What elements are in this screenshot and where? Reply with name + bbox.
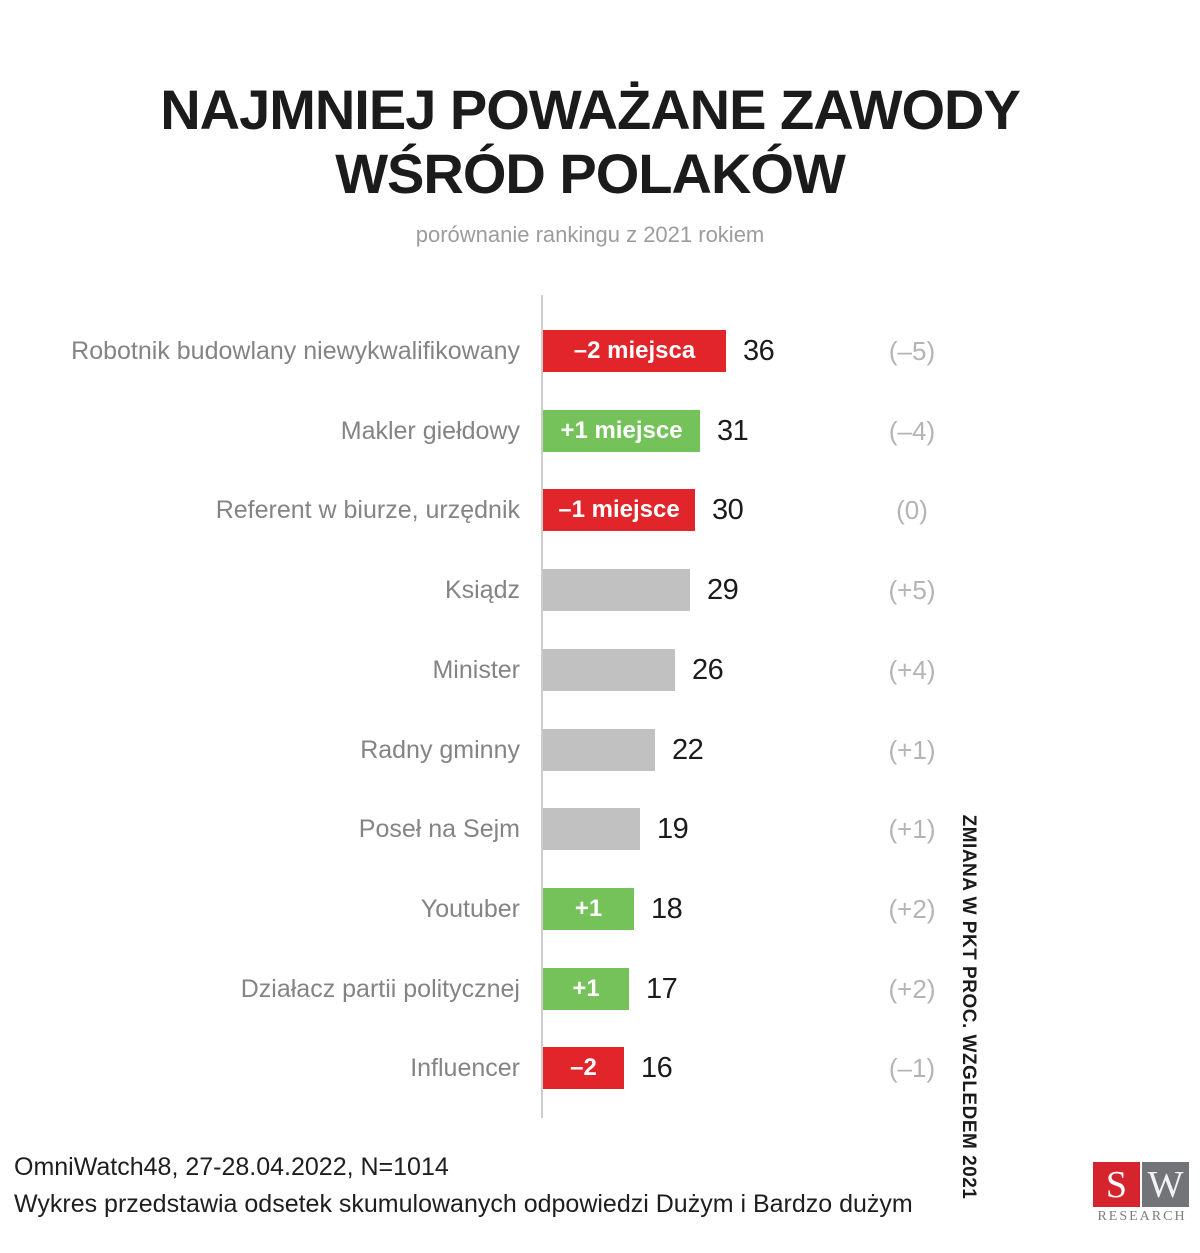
chart-row xyxy=(0,808,1200,850)
category-label: Ksiądz xyxy=(444,576,520,604)
bar-segment xyxy=(543,1047,624,1089)
points-change-label: (–1) xyxy=(888,1053,936,1083)
logo-square-s: S xyxy=(1093,1162,1140,1207)
bar-rank-change-label: –2 xyxy=(570,1054,597,1081)
chart-title xyxy=(0,78,1180,206)
category-label: Minister xyxy=(432,656,520,684)
points-change-label: (+5) xyxy=(888,575,936,605)
category-label: Robotnik budowlany niewykwalifikowany xyxy=(71,337,520,365)
chart-title-line-2: WŚRÓD POLAKÓW xyxy=(335,142,845,205)
value-label: 30 xyxy=(712,494,744,526)
category-label: Makler giełdowy xyxy=(340,417,520,445)
chart-row xyxy=(0,888,1200,930)
value-label: 16 xyxy=(641,1052,673,1084)
points-change-label: (–4) xyxy=(888,416,936,446)
chart-row xyxy=(0,410,1200,452)
bar-segment xyxy=(543,729,655,771)
value-label: 31 xyxy=(717,415,749,447)
logo-squares xyxy=(1093,1162,1191,1207)
points-change-label: (–5) xyxy=(888,336,936,366)
category-label: Poseł na Sejm xyxy=(358,815,520,843)
bar-rank-change-label: +1 xyxy=(572,975,600,1002)
bar-rank-change-label: +1 xyxy=(574,895,603,922)
bar-segment xyxy=(543,410,700,452)
points-change-label: (+2) xyxy=(888,894,936,924)
chart-row xyxy=(0,330,1200,372)
category-label: Influencer xyxy=(410,1054,520,1082)
points-change-label: (+1) xyxy=(888,735,936,765)
value-label: 36 xyxy=(743,335,775,367)
value-label: 18 xyxy=(651,893,683,925)
category-label: Referent w biurze, urzędnik xyxy=(215,496,520,524)
value-label: 22 xyxy=(672,734,704,766)
points-change-label: (+1) xyxy=(888,814,936,844)
chart-row xyxy=(0,729,1200,771)
points-change-label: (0) xyxy=(896,495,928,525)
category-label: Radny gminny xyxy=(360,736,520,764)
value-label: 29 xyxy=(707,574,739,606)
bar-segment xyxy=(543,569,690,611)
right-axis-label: ZMIANA W PKT PROC. WZGLEDEM 2021 xyxy=(958,814,979,1200)
chart-row xyxy=(0,649,1200,691)
chart-row xyxy=(0,1047,1200,1089)
bar-rank-change-label: +1 miejsce xyxy=(560,417,683,444)
chart-subtitle: porównanie rankingu z 2021 rokiem xyxy=(415,222,765,247)
points-change-label: (+2) xyxy=(888,974,936,1004)
chart-row xyxy=(0,569,1200,611)
logo-square-w: W xyxy=(1142,1162,1189,1207)
chart-row xyxy=(0,489,1200,531)
bar-segment xyxy=(543,489,695,531)
value-label: 17 xyxy=(646,973,678,1005)
value-label: 26 xyxy=(692,654,724,686)
logo-caption: RESEARCH xyxy=(1097,1209,1187,1224)
chart-title-line-1: NAJMNIEJ POWAŻANE ZAWODY xyxy=(160,78,1020,141)
source-text: OmniWatch48, 27-28.04.2022, N=1014 xyxy=(14,1153,449,1181)
bar-segment xyxy=(543,330,726,372)
category-label: Youtuber xyxy=(420,895,520,923)
bar-segment xyxy=(543,649,675,691)
value-label: 19 xyxy=(657,813,689,845)
bar-segment xyxy=(543,888,634,930)
chart-row xyxy=(0,968,1200,1010)
bar-segment xyxy=(543,968,629,1010)
points-change-label: (+4) xyxy=(888,655,936,685)
bar-rank-change-label: –1 miejsce xyxy=(558,496,680,523)
bar-rank-change-label: –2 miejsca xyxy=(573,337,696,364)
sw-research-logo xyxy=(1093,1162,1191,1225)
note-text: Wykres przedstawia odsetek skumulowanych odpowiedzi Dużym i Bardzo dużym xyxy=(14,1190,913,1218)
category-label: Działacz partii politycznej xyxy=(240,975,520,1003)
bar-segment xyxy=(543,808,640,850)
